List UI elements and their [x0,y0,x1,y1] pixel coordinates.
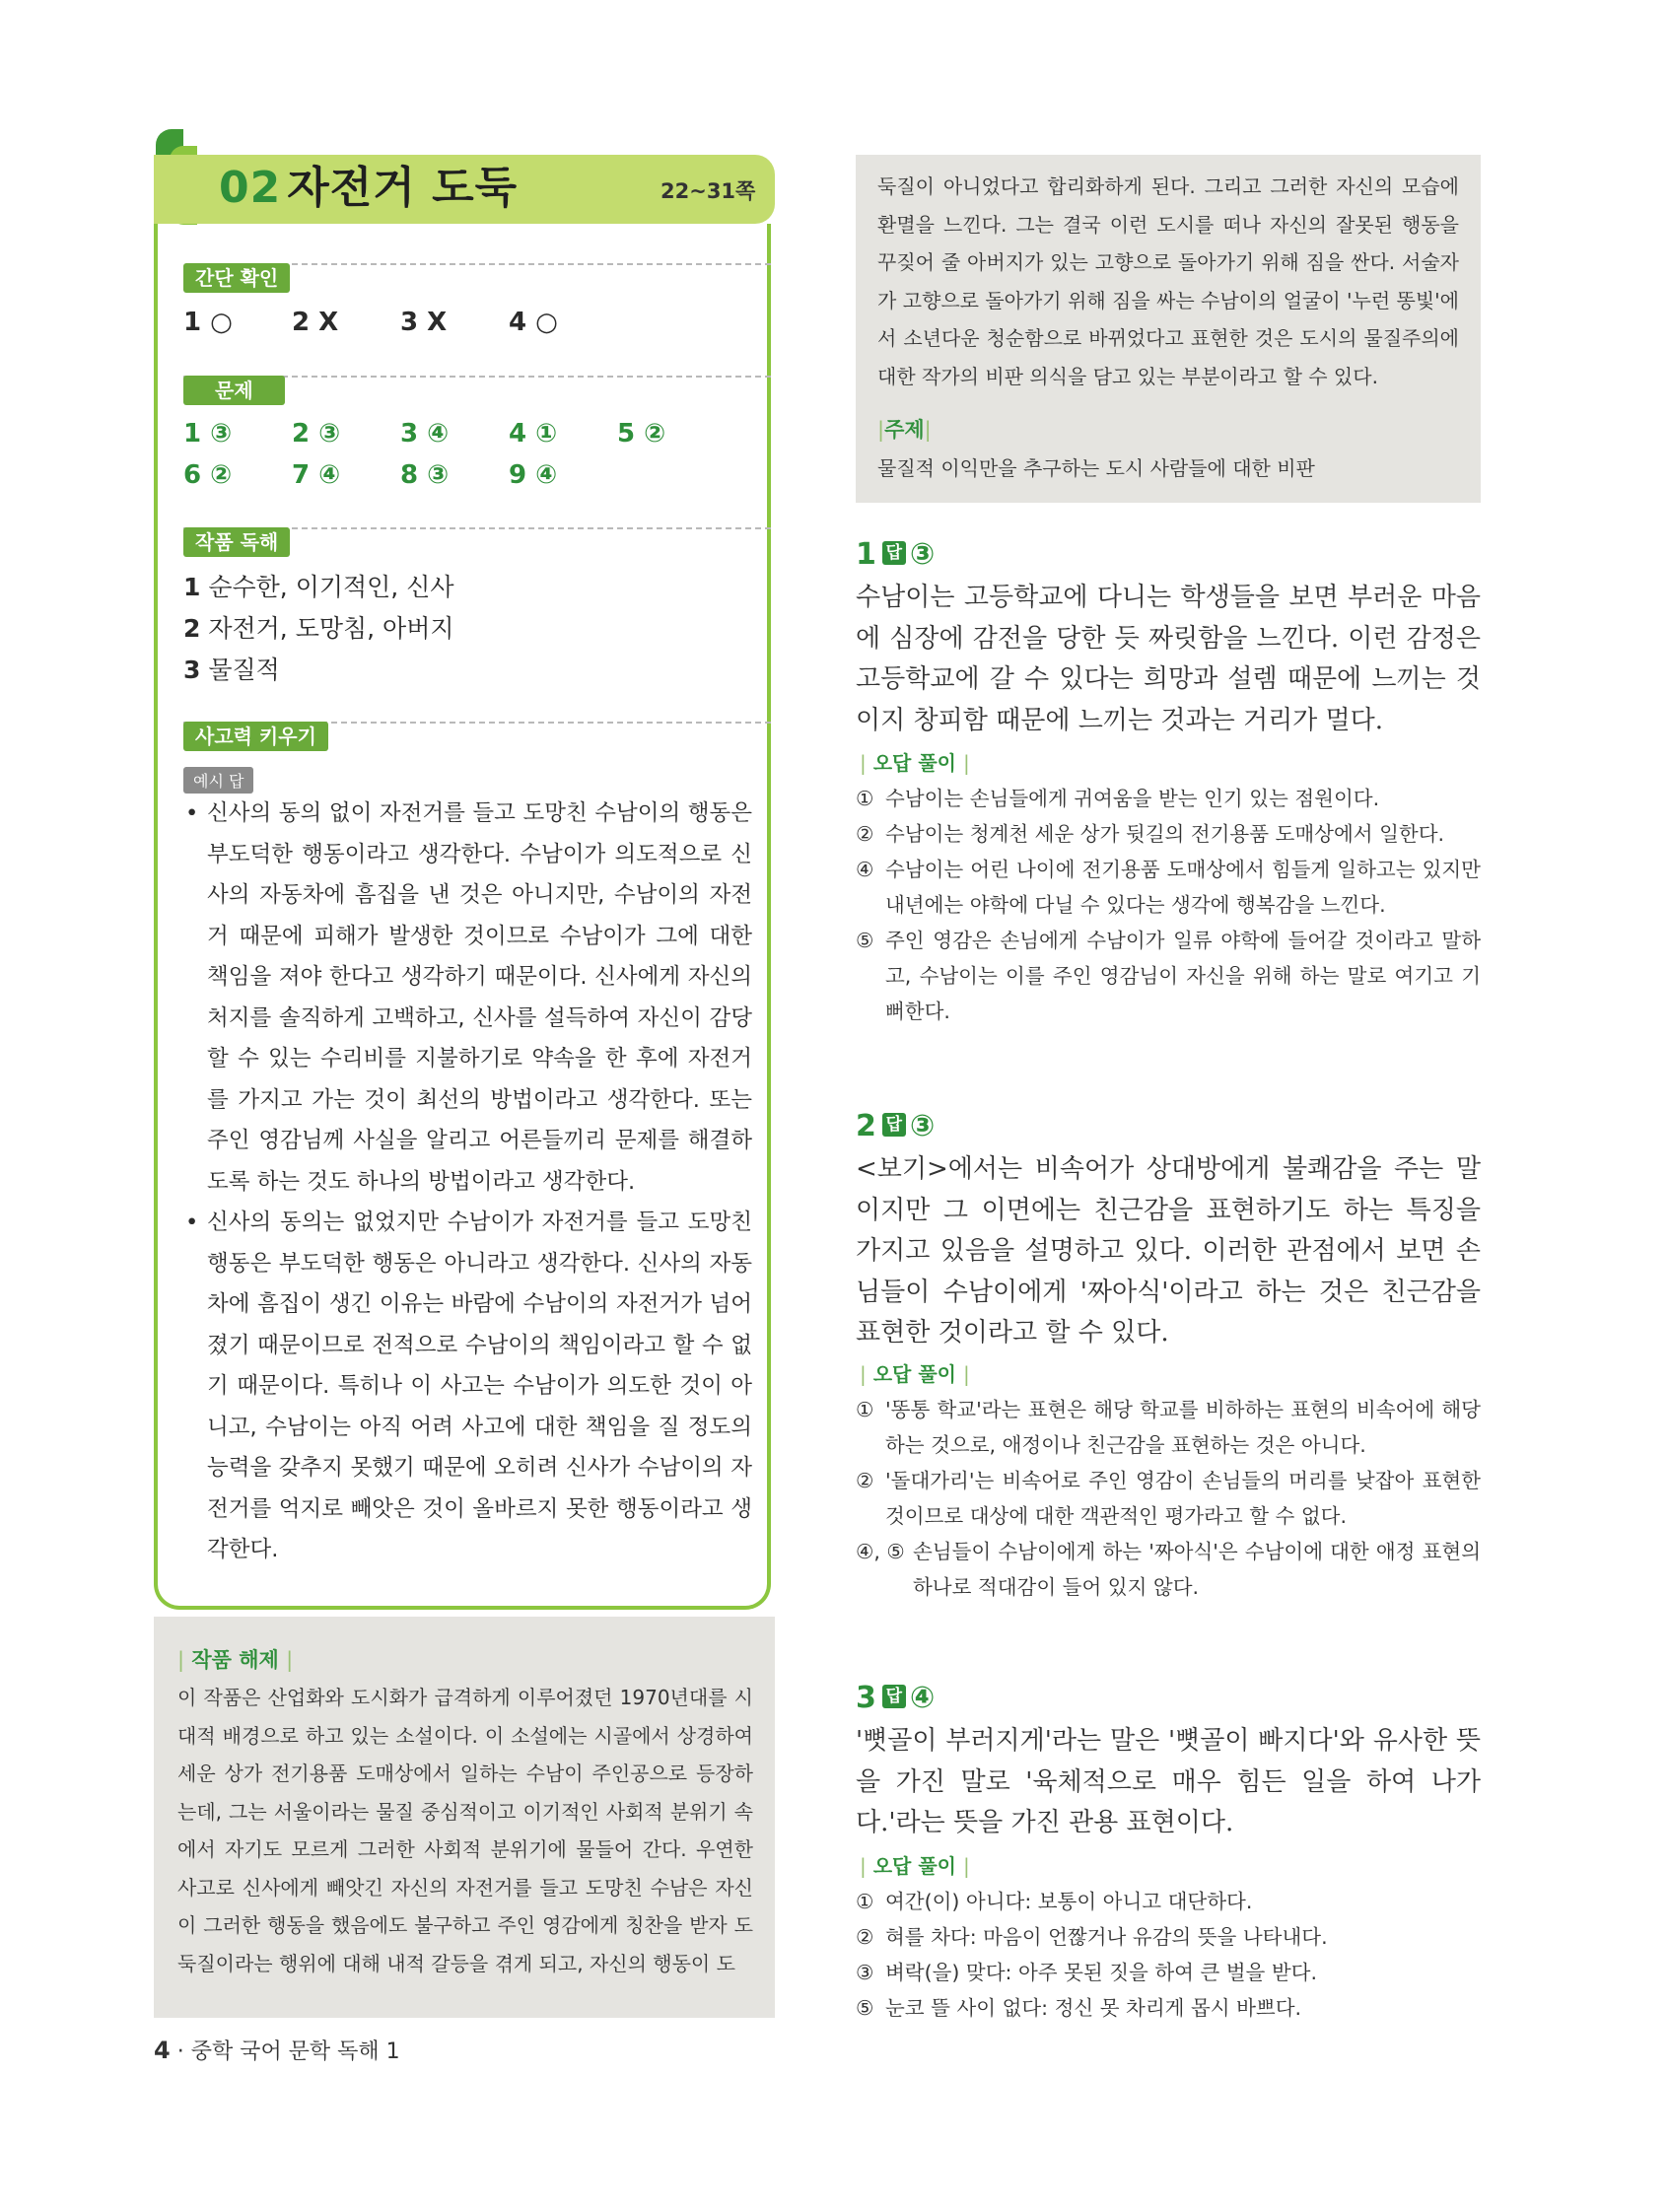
wrong-answer-options [856,781,1481,1029]
question-heading: 3 답 ④ [856,1681,936,1715]
option-item: ④ 수남이는 어린 나이에 전기용품 도매상에서 힘들게 일하고는 있지만 내년에는 야학에 다닐 수 있다는 생각에 행복감을 느낀다. [856,858,1481,917]
page-number: 4 [154,2037,171,2064]
problem-answer: 4 ① [509,419,558,449]
option-item: ④, ⑤ 손님들이 수남이에게 하는 '짜아식'은 수남이에 대한 애정 표현의 하나로 적대감이 들어 있지 않다. [856,1540,1481,1599]
quick-check-label: 간단 확인 [183,263,290,293]
quick-check-answer: 4 ○ [509,308,558,337]
problem-answer: 3 ④ [400,419,450,449]
question-explanation: '뼛골이 부러지게'라는 말은 '뼛골이 빠지다'와 유사한 뜻을 가진 말로 '육체적으로 매우 힘든 일을 하여 나가다.'라는 뜻을 가진 관용 표현이다. [856,1726,1481,1837]
reading-item: 3 물질적 [183,656,280,684]
answer-tag: 답 [882,1113,906,1137]
problem-answer: 8 ③ [400,460,450,490]
commentary-text-continued: 둑질이 아니었다고 합리화하게 된다. 그리고 그러한 자신의 모습에 환멸을 느낀다. 그는 결국 이런 도시를 떠나 자신의 잘못된 행동을 꾸짖어 줄 아버지가 있는 고향으로 돌아가기 위해 짐을 싼다. 서술자가 고향으로 돌아가기 위해 짐을 싸는 수남이의 얼굴이 '누런 똥빛'에서 소년다운 청순함으로 바뀌었다고 표현한 것은 도시의 물질주의에 대한 작가의 비판 의식을 담고 있는 부분이라고 할 수 있다. [877,174,1459,388]
problem-answer: 7 ④ [292,460,341,490]
option-item: ⑤ 눈코 뜰 사이 없다: 정신 못 차리게 몹시 바쁘다. [856,1996,1302,2020]
answer-tag: 답 [882,541,906,565]
problem-answer: 1 ③ [183,419,233,449]
book-title: · 중학 국어 문학 독해 1 [176,2039,400,2064]
reading-item: 2 자전거, 도망침, 아버지 [183,614,454,643]
thinking-bullet: • 신사의 동의 없이 자전거를 들고 도망친 수남이의 행동은 부도덕한 행동이라고 생각한다. 수남이가 의도적으로 신사의 자동차에 흠집을 낸 것은 아니지만, 수남이의 자전거 때문에 피해가 발생한 것이므로 수남이가 그에 대한 책임을 져야 한다고 생각하기 때문이다. 신사에게 자신의 처지를 솔직하게 고백하고, 신사를 설득하여 자신이 감당할 수 있는 수리비를 지불하기로 약속을 한 후에 자전거를 가지고 가는 것이 최선의 방법이라고 생각한다. 또는 주인 영감님께 사실을 알리고 어른들끼리 문제를 해결하도록 하는 것도 하나의 방법이라고 생각한다. [185,794,752,1203]
problem-answer: 5 ② [617,419,666,449]
answer-tag: 답 [882,1685,906,1708]
divider [292,263,771,265]
problem-answer: 6 ② [183,460,233,490]
chapter-title-text: 자전거 도둑 [287,163,519,213]
thinking-label: 사고력 키우기 [183,722,328,751]
question-explanation: <보기>에서는 비속어가 상대방에게 불쾌감을 주는 말이지만 그 이면에는 친근감을 표현하기도 하는 특징을 가지고 있음을 설명하고 있다. 이러한 관점에서 보면 손님들이 수남이에게 '짜아식'이라고 하는 것은 친근감을 표현한 것이라고 할 수 있다. [856,1154,1481,1348]
option-item: ② '돌대가리'는 비속어로 주인 영감이 손님들의 머리를 낮잡아 표현한 것이므로 대상에 대한 객관적인 평가라고 할 수 없다. [856,1469,1481,1528]
quick-check-answer: 2 X [292,308,339,337]
chapter-pages: 22~31쪽 [661,179,756,203]
problem-answer: 2 ③ [292,419,341,449]
option-item: ② 수남이는 청계천 세운 상가 뒷길의 전기용품 도매상에서 일한다. [856,822,1445,846]
commentary-label: | 작품 해제 | [177,1648,294,1672]
question-heading: 1 답 ③ [856,537,936,572]
option-item: ② 혀를 차다: 마음이 언짢거나 유감의 뜻을 나타내다. [856,1925,1328,1949]
problem-answer: 9 ④ [509,460,558,490]
theme-text: 물질적 이익만을 추구하는 도시 사람들에 대한 비판 [877,456,1315,480]
chapter-title [219,161,518,216]
wrong-answer-label: | 오답 풀이 | [860,751,970,775]
page-footer [154,2035,400,2065]
question-heading: 2 답 ③ [856,1109,936,1143]
commentary-text: 이 작품은 산업화와 도시화가 급격하게 이루어졌던 1970년대를 시대적 배경으로 하고 있는 소설이다. 이 소설에는 시골에서 상경하여 세운 상가 전기용품 도매상에서 일하는 수남이 주인공으로 등장하는데, 그는 서울이라는 물질 중심적이고 이기적인 사회적 분위기 속에서 자기도 모르게 그러한 사회적 분위기에 물들어 간다. 우연한 사고로 신사에게 빼앗긴 자신의 자전거를 들고 도망친 수남은 자신이 그러한 행동을 했음에도 불구하고 주인 영감에게 칭찬을 받자 도둑질이라는 행위에 대해 내적 갈등을 겪게 되고, 자신의 행동이 도 [177,1686,753,1975]
reading-item: 1 순수한, 이기적인, 신사 [183,573,454,601]
chapter-number: 02 [219,163,282,213]
wrong-answer-label: | 오답 풀이 | [860,1362,970,1386]
quick-check-answer: 1 ○ [183,308,233,337]
option-item: ① 수남이는 손님들에게 귀여움을 받는 인기 있는 점원이다. [856,787,1380,810]
option-item: ③ 벼락(을) 맞다: 아주 못된 짓을 하여 큰 벌을 받다. [856,1961,1318,1984]
wrong-answer-options [856,1392,1481,1605]
problems-label: 문제 [183,376,285,405]
theme-label: |주제| [877,418,932,442]
example-answer-tag: 예시 답 [183,767,253,794]
wrong-answer-options [856,1884,1481,2026]
wrong-answer-label: | 오답 풀이 | [860,1854,970,1878]
reading-label: 작품 독해 [183,527,290,557]
option-item: ① '똥통 학교'라는 표현은 해당 학교를 비하하는 표현의 비속어에 해당하는 것으로, 애정이나 친근감을 표현하는 것은 아니다. [856,1398,1481,1457]
question-explanation: 수남이는 고등학교에 다니는 학생들을 보면 부러운 마음에 심장에 감전을 당한 듯 짜릿함을 느낀다. 이런 감정은 고등학교에 갈 수 있다는 희망과 설렘 때문에 느끼는 것이지 창피함 때문에 느끼는 것과는 거리가 멀다. [856,583,1481,735]
thinking-bullet: • 신사의 동의는 없었지만 수남이가 자전거를 들고 도망친 행동은 부도덕한 행동은 아니라고 생각한다. 신사의 자동차에 흠집이 생긴 이유는 바람에 수남이의 자전거가 넘어졌기 때문이므로 전적으로 수남이의 책임이라고 할 수 없기 때문이다. 특히나 이 사고는 수남이가 의도한 것이 아니고, 수남이는 아직 어려 사고에 대한 책임을 질 정도의 능력을 갖추지 못했기 때문에 오히려 신사가 수남이의 자전거를 억지로 빼앗은 것이 올바르지 못한 행동이라고 생각한다. [185,1203,752,1571]
option-item: ⑤ 주인 영감은 손님에게 수남이가 일류 야학에 들어갈 것이라고 말하고, 수남이는 이를 주인 영감님이 자신을 위해 하는 말로 여기고 기뻐한다. [856,929,1481,1023]
quick-check-answer: 3 X [400,308,448,337]
option-item: ① 여간(이) 아니다: 보통이 아니고 대단하다. [856,1890,1253,1913]
thinking-bullets [185,794,752,1571]
